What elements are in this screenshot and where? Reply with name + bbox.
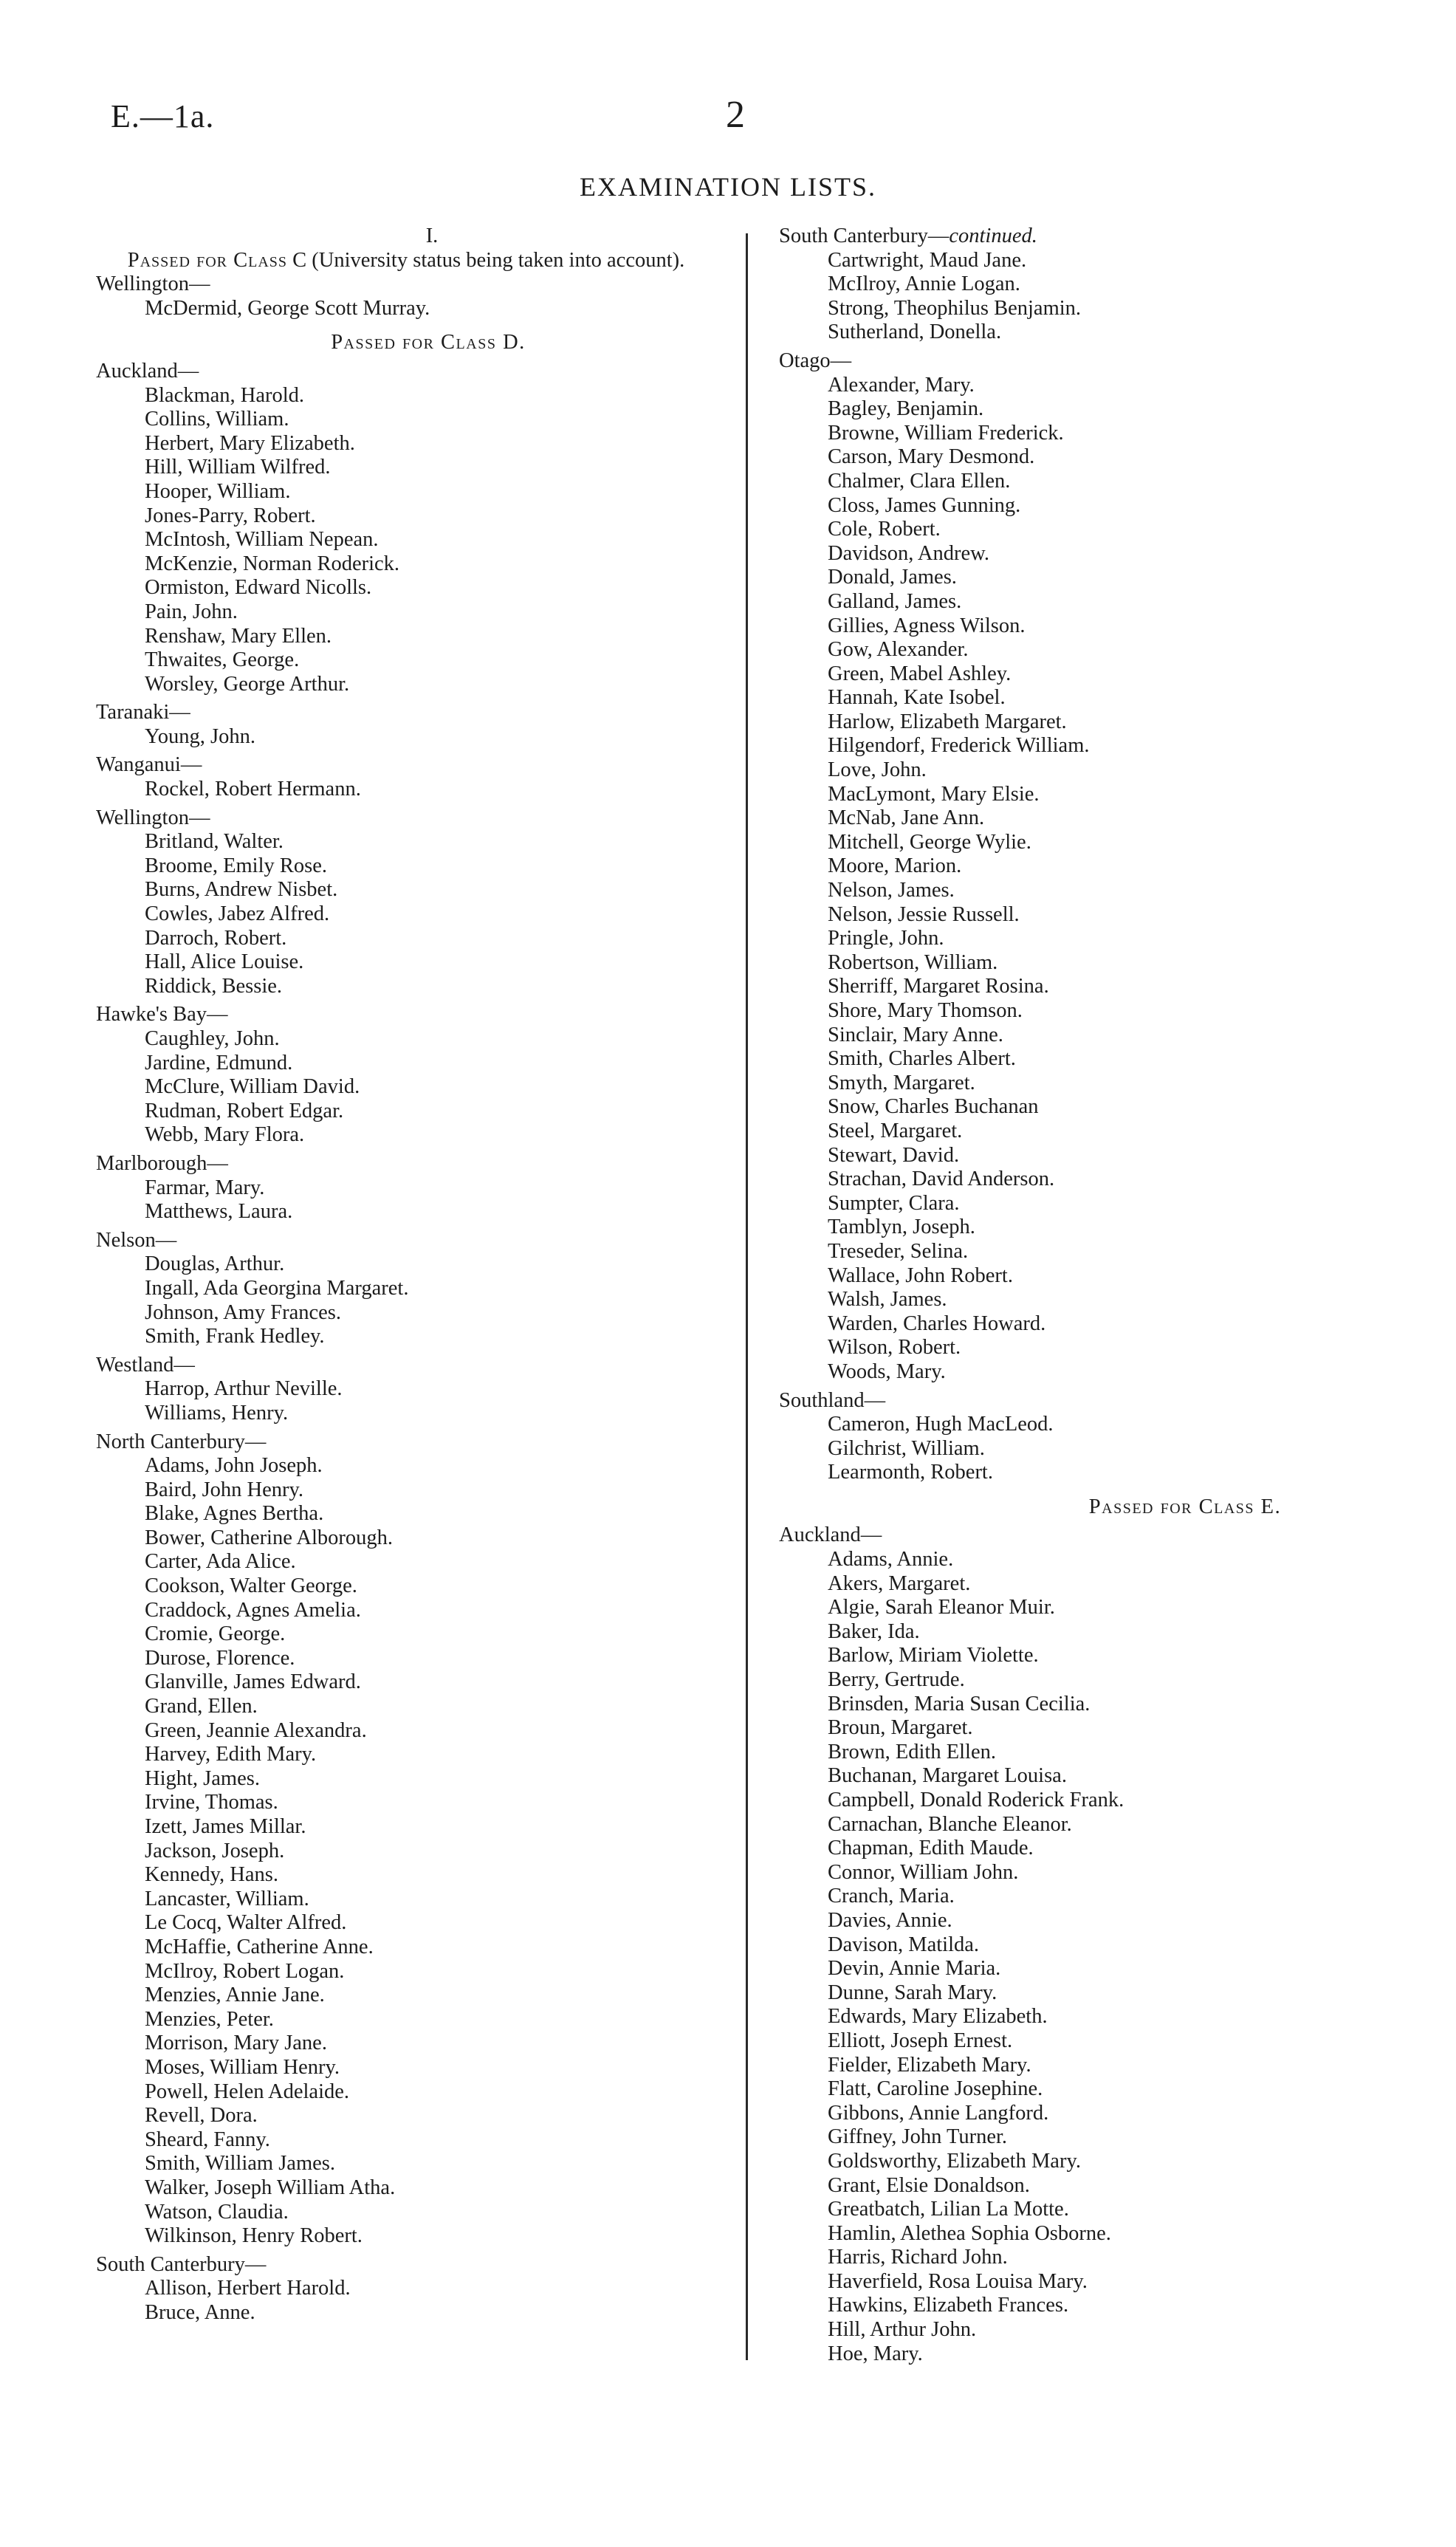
candidate-name: Hill, William Wilfred. xyxy=(145,456,331,479)
document-code: E.—1a. xyxy=(111,98,215,134)
district-name: Wellington— xyxy=(96,272,210,296)
candidate-name: Bruce, Anne. xyxy=(145,2300,255,2324)
district-group xyxy=(74,360,738,696)
candidate-name: Snow, Charles Buchanan xyxy=(828,1095,1039,1119)
candidate-name: Tamblyn, Joseph. xyxy=(828,1216,975,1239)
candidate-name: Barlow, Miriam Violette. xyxy=(828,1644,1039,1667)
candidate-name: Pain, John. xyxy=(145,600,238,623)
candidate-name: Wallace, John Robert. xyxy=(828,1264,1013,1287)
candidate-name: Moses, William Henry. xyxy=(145,2055,340,2079)
candidate-name: Woods, Mary. xyxy=(828,1360,946,1383)
candidate-name: Wilkinson, Henry Robert. xyxy=(145,2224,363,2248)
candidate-name: Thwaites, George. xyxy=(145,648,300,672)
candidate-name: Le Cocq, Walter Alfred. xyxy=(145,1911,347,1935)
candidate-name: Sheard, Fanny. xyxy=(145,2128,270,2151)
class-e-list xyxy=(779,1523,1429,2366)
candidate-name: Jackson, Joseph. xyxy=(145,1839,285,1862)
candidate-name: Chalmer, Clara Ellen. xyxy=(828,469,1011,493)
district-group xyxy=(74,272,738,320)
candidate-name: Watson, Claudia. xyxy=(145,2200,289,2224)
candidate-name: Renshaw, Mary Ellen. xyxy=(145,624,332,648)
district-name: Marlborough— xyxy=(96,1151,228,1175)
candidate-name: Sinclair, Mary Anne. xyxy=(828,1023,1003,1046)
page-number: 2 xyxy=(726,94,745,136)
class-d-continued-list xyxy=(779,224,1429,1485)
candidate-name: McHaffie, Catherine Anne. xyxy=(145,1935,374,1958)
district-heading xyxy=(74,753,738,778)
candidate-name: Hoe, Mary. xyxy=(828,2342,923,2365)
district-group xyxy=(74,806,738,999)
candidate-name: Hamlin, Alethea Sophia Osborne. xyxy=(828,2221,1111,2245)
candidate-name: Elliott, Joseph Ernest. xyxy=(828,2029,1013,2052)
candidate-name: Farmar, Mary. xyxy=(145,1176,265,1199)
candidate-name: Morrison, Mary Jane. xyxy=(145,2032,327,2055)
district-heading xyxy=(74,806,738,831)
candidate-name: Walsh, James. xyxy=(828,1288,947,1312)
candidate-name: Jardine, Edmund. xyxy=(145,1051,293,1074)
district-group xyxy=(74,753,738,801)
candidate-name: Giffney, John Turner. xyxy=(828,2125,1008,2149)
candidate-name: Strong, Theophilus Benjamin. xyxy=(828,296,1082,320)
candidate-name: Craddock, Agnes Amelia. xyxy=(145,1598,361,1622)
candidate-name: Smyth, Margaret. xyxy=(828,1071,975,1094)
candidate-name: MacLymont, Mary Elsie. xyxy=(828,782,1040,806)
district-group xyxy=(74,2253,738,2325)
district-group xyxy=(779,349,1429,1385)
candidate-name: Worsley, George Arthur. xyxy=(145,672,350,696)
candidate-name: Britland, Walter. xyxy=(145,830,284,854)
candidate-name: Hight, James. xyxy=(145,1766,260,1790)
candidate-name: Irvine, Thomas. xyxy=(145,1791,278,1814)
candidate-name: Algie, Sarah Eleanor Muir. xyxy=(828,1596,1055,1619)
candidate-name: Akers, Margaret. xyxy=(828,1571,971,1595)
district-name: Hawke's Bay— xyxy=(96,1003,228,1026)
candidate-name: Davidson, Andrew. xyxy=(828,541,989,565)
district-group xyxy=(74,701,738,749)
district-group xyxy=(74,1229,738,1349)
candidate-name: Revell, Dora. xyxy=(145,2104,258,2128)
candidate-name: Harlow, Elizabeth Margaret. xyxy=(828,710,1067,733)
candidate-name: Rudman, Robert Edgar. xyxy=(145,1099,344,1122)
candidate-name: Warden, Charles Howard. xyxy=(828,1312,1046,1335)
candidate-name: Stewart, David. xyxy=(828,1143,960,1167)
candidate-name: Dunne, Sarah Mary. xyxy=(828,1981,997,2004)
candidate-name: Hannah, Kate Isobel. xyxy=(828,686,1006,710)
candidate-name: Alexander, Mary. xyxy=(828,373,975,397)
district-name: North Canterbury— xyxy=(96,1430,267,1453)
candidate-name: Shore, Mary Thomson. xyxy=(828,999,1023,1022)
candidate-name: Caughley, John. xyxy=(145,1027,280,1050)
district-name: Westland— xyxy=(96,1353,195,1377)
district-group xyxy=(74,1152,738,1224)
left-column xyxy=(74,224,738,2329)
candidate-name: Steel, Margaret. xyxy=(828,1119,963,1142)
candidate-name: McIntosh, William Nepean. xyxy=(145,528,379,552)
class-c-heading-rest: C (University status being taken into account). xyxy=(292,248,685,272)
candidate-name: Hawkins, Elizabeth Frances. xyxy=(828,2294,1069,2317)
district-heading xyxy=(779,1523,1429,1548)
right-column xyxy=(779,224,1429,2371)
candidate-name: McClure, William David. xyxy=(145,1075,360,1099)
candidate-name: McIlroy, Annie Logan. xyxy=(828,272,1020,296)
candidate-name: Powell, Helen Adelaide. xyxy=(145,2080,350,2103)
candidate-name: Fielder, Elizabeth Mary. xyxy=(828,2053,1031,2077)
district-group xyxy=(779,1389,1429,1485)
candidate-name: Blake, Agnes Bertha. xyxy=(145,1502,324,1526)
candidate-name: Menzies, Peter. xyxy=(145,2007,274,2031)
candidate-name: McKenzie, Norman Roderick. xyxy=(145,552,400,575)
candidate-name: Learmonth, Robert. xyxy=(828,1461,993,1484)
candidate-name: Izett, James Millar. xyxy=(145,1815,306,1838)
candidate-name: Gibbons, Annie Langford. xyxy=(828,2101,1049,2125)
candidate-name: Green, Mabel Ashley. xyxy=(828,662,1012,685)
district-group xyxy=(779,1523,1429,2366)
candidate-name: Grand, Ellen. xyxy=(145,1695,258,1718)
candidate-name: Lancaster, William. xyxy=(145,1887,309,1910)
candidate-name: Sumpter, Clara. xyxy=(828,1191,960,1215)
candidate-name: Blackman, Harold. xyxy=(145,383,305,407)
candidate-name: Menzies, Annie Jane. xyxy=(145,1984,325,2007)
class-c-list xyxy=(74,272,738,320)
candidate-name: Hall, Alice Louise. xyxy=(145,950,304,974)
candidate-name: Ingall, Ada Georgina Margaret. xyxy=(145,1276,409,1300)
district-name: Auckland— xyxy=(96,359,199,383)
candidate-name: Cromie, George. xyxy=(145,1622,286,1646)
candidate-name: Riddick, Bessie. xyxy=(145,974,283,998)
candidate-name: Baird, John Henry. xyxy=(145,1478,304,1501)
candidate-name: Edwards, Mary Elizabeth. xyxy=(828,2005,1048,2029)
candidate-name: Durose, Florence. xyxy=(145,1646,295,1670)
candidate-name: McNab, Jane Ann. xyxy=(828,806,985,830)
district-group xyxy=(74,1354,738,1426)
candidate-name: Greatbatch, Lilian La Motte. xyxy=(828,2198,1069,2221)
candidate-name: Matthews, Laura. xyxy=(145,1200,293,1224)
district-group xyxy=(74,1430,738,2249)
district-name: Taranaki— xyxy=(96,701,190,724)
candidate-name: Burns, Andrew Nisbet. xyxy=(145,878,338,902)
candidate-name: Treseder, Selina. xyxy=(828,1239,969,1263)
candidate-name: Smith, William James. xyxy=(145,2152,335,2176)
candidate-name: Jones-Parry, Robert. xyxy=(145,504,316,527)
candidate-name: Flatt, Caroline Josephine. xyxy=(828,2077,1043,2101)
candidate-name: Walker, Joseph William Atha. xyxy=(145,2176,396,2199)
candidate-name: Gow, Alexander. xyxy=(828,638,969,662)
candidate-name: Cartwright, Maud Jane. xyxy=(828,248,1027,272)
candidate-name: Rockel, Robert Hermann. xyxy=(145,778,361,801)
candidate-name: Davison, Matilda. xyxy=(828,1933,980,1956)
candidate-name: Berry, Gertrude. xyxy=(828,1668,965,1692)
district-name: Southland— xyxy=(779,1388,886,1412)
candidate-name: Harris, Richard John. xyxy=(828,2246,1008,2269)
candidate-name: Ormiston, Edward Nicolls. xyxy=(145,576,372,600)
candidate-name: Glanville, James Edward. xyxy=(145,1670,361,1694)
candidate-name: Cole, Robert. xyxy=(828,518,941,541)
district-heading xyxy=(74,1003,738,1027)
candidate-name: Moore, Marion. xyxy=(828,854,962,878)
district-heading xyxy=(74,1354,738,1378)
candidate-name: Bower, Catherine Alborough. xyxy=(145,1526,394,1549)
candidate-name: Gilchrist, William. xyxy=(828,1436,985,1460)
candidate-name: Young, John. xyxy=(145,724,255,748)
candidate-name: Collins, William. xyxy=(145,408,289,431)
candidate-name: Love, John. xyxy=(828,758,927,782)
candidate-name: Sherriff, Margaret Rosina. xyxy=(828,975,1049,998)
district-name: Wellington— xyxy=(96,806,210,829)
district-heading xyxy=(779,1389,1429,1413)
candidate-name: Adams, Annie. xyxy=(828,1548,954,1571)
district-heading xyxy=(74,701,738,725)
candidate-name: Green, Jeannie Alexandra. xyxy=(145,1718,367,1742)
candidate-name: Hilgendorf, Frederick William. xyxy=(828,734,1090,758)
candidate-name: Brinsden, Maria Susan Cecilia. xyxy=(828,1692,1091,1715)
candidate-name: Cameron, Hugh MacLeod. xyxy=(828,1413,1054,1436)
class-e-heading: Passed for Class E. xyxy=(1088,1495,1282,1518)
class-c-heading xyxy=(74,249,738,273)
candidate-name: Connor, William John. xyxy=(828,1860,1019,1884)
candidate-name: Mitchell, George Wylie. xyxy=(828,830,1031,854)
district-heading xyxy=(74,1229,738,1253)
candidate-name: Davies, Annie. xyxy=(828,1908,952,1932)
candidate-name: Baker, Ida. xyxy=(828,1619,920,1643)
candidate-name: McIlroy, Robert Logan. xyxy=(145,1959,345,1983)
candidate-name: Harrop, Arthur Neville. xyxy=(145,1377,343,1401)
district-group xyxy=(74,1003,738,1148)
district-heading xyxy=(74,360,738,384)
candidate-name: McDermid, George Scott Murray. xyxy=(145,296,430,320)
candidate-name: Webb, Mary Flora. xyxy=(145,1123,305,1147)
continued-label: continued. xyxy=(949,224,1037,247)
candidate-name: Johnson, Amy Frances. xyxy=(145,1300,341,1324)
district-heading xyxy=(779,224,1429,249)
candidate-name: Herbert, Mary Elizabeth. xyxy=(145,431,355,455)
candidate-name: Adams, John Joseph. xyxy=(145,1454,323,1478)
candidate-name: Hill, Arthur John. xyxy=(828,2318,977,2342)
candidate-name: Wilson, Robert. xyxy=(828,1336,961,1360)
candidate-name: Harvey, Edith Mary. xyxy=(145,1743,317,1766)
district-name: Auckland— xyxy=(779,1523,882,1547)
district-name: Nelson— xyxy=(96,1228,177,1252)
district-heading xyxy=(74,2253,738,2277)
candidate-name: Cookson, Walter George. xyxy=(145,1574,357,1598)
candidate-name: Douglas, Arthur. xyxy=(145,1252,285,1276)
district-group xyxy=(779,224,1429,345)
candidate-name: Darroch, Robert. xyxy=(145,926,287,950)
district-name: South Canterbury— xyxy=(96,2252,267,2276)
district-name: South Canterbury— xyxy=(779,224,950,247)
district-heading xyxy=(74,1430,738,1455)
candidate-name: Strachan, David Anderson. xyxy=(828,1168,1055,1191)
class-d-list xyxy=(74,360,738,2325)
candidate-name: Cranch, Maria. xyxy=(828,1885,955,1908)
district-heading xyxy=(74,272,738,297)
candidate-name: Haverfield, Rosa Louisa Mary. xyxy=(828,2269,1088,2293)
candidate-name: Allison, Herbert Harold. xyxy=(145,2277,351,2300)
candidate-name: Nelson, Jessie Russell. xyxy=(828,902,1020,926)
candidate-name: Cowles, Jabez Alfred. xyxy=(145,902,330,926)
candidate-name: Goldsworthy, Elizabeth Mary. xyxy=(828,2149,1081,2173)
candidate-name: Campbell, Donald Roderick Frank. xyxy=(828,1789,1124,1811)
candidate-name: Browne, William Frederick. xyxy=(828,421,1064,445)
candidate-name: Closs, James Gunning. xyxy=(828,493,1021,517)
section-numeral: I. xyxy=(425,224,439,247)
district-heading xyxy=(779,349,1429,374)
page-title: EXAMINATION LISTS. xyxy=(580,172,876,202)
candidate-name: Brown, Edith Ellen. xyxy=(828,1740,996,1763)
district-name: Otago— xyxy=(779,349,852,372)
candidate-name: Carson, Mary Desmond. xyxy=(828,445,1035,469)
candidate-name: Gillies, Agness Wilson. xyxy=(828,614,1026,637)
candidate-name: Smith, Charles Albert. xyxy=(828,1047,1016,1071)
candidate-name: Devin, Annie Maria. xyxy=(828,1957,1001,1981)
candidate-name: Smith, Frank Hedley. xyxy=(145,1325,325,1348)
candidate-name: Sutherland, Donella. xyxy=(828,320,1002,344)
district-heading xyxy=(74,1152,738,1176)
district-name: Wanganui— xyxy=(96,753,202,777)
candidate-name: Bagley, Benjamin. xyxy=(828,397,984,421)
candidate-name: Broome, Emily Rose. xyxy=(145,854,327,877)
candidate-name: Carter, Ada Alice. xyxy=(145,1550,296,1574)
candidate-name: Donald, James. xyxy=(828,566,957,589)
class-d-heading: Passed for Class D. xyxy=(331,331,526,354)
candidate-name: Broun, Margaret. xyxy=(828,1716,973,1740)
candidate-name: Grant, Elsie Donaldson. xyxy=(828,2173,1030,2197)
candidate-name: Buchanan, Margaret Louisa. xyxy=(828,1764,1067,1788)
candidate-name: Pringle, John. xyxy=(828,927,944,950)
candidate-name: Kennedy, Hans. xyxy=(145,1863,278,1887)
column-divider xyxy=(746,233,748,2360)
candidate-name: Chapman, Edith Maude. xyxy=(828,1837,1034,1860)
candidate-name: Hooper, William. xyxy=(145,479,291,503)
candidate-name: Williams, Henry. xyxy=(145,1401,289,1425)
candidate-name: Galland, James. xyxy=(828,589,962,613)
candidate-name: Carnachan, Blanche Eleanor. xyxy=(828,1812,1072,1836)
candidate-name: Nelson, James. xyxy=(828,879,955,902)
candidate-name: Robertson, William. xyxy=(828,950,998,974)
class-c-heading-prefix: Passed for Class xyxy=(127,248,288,272)
